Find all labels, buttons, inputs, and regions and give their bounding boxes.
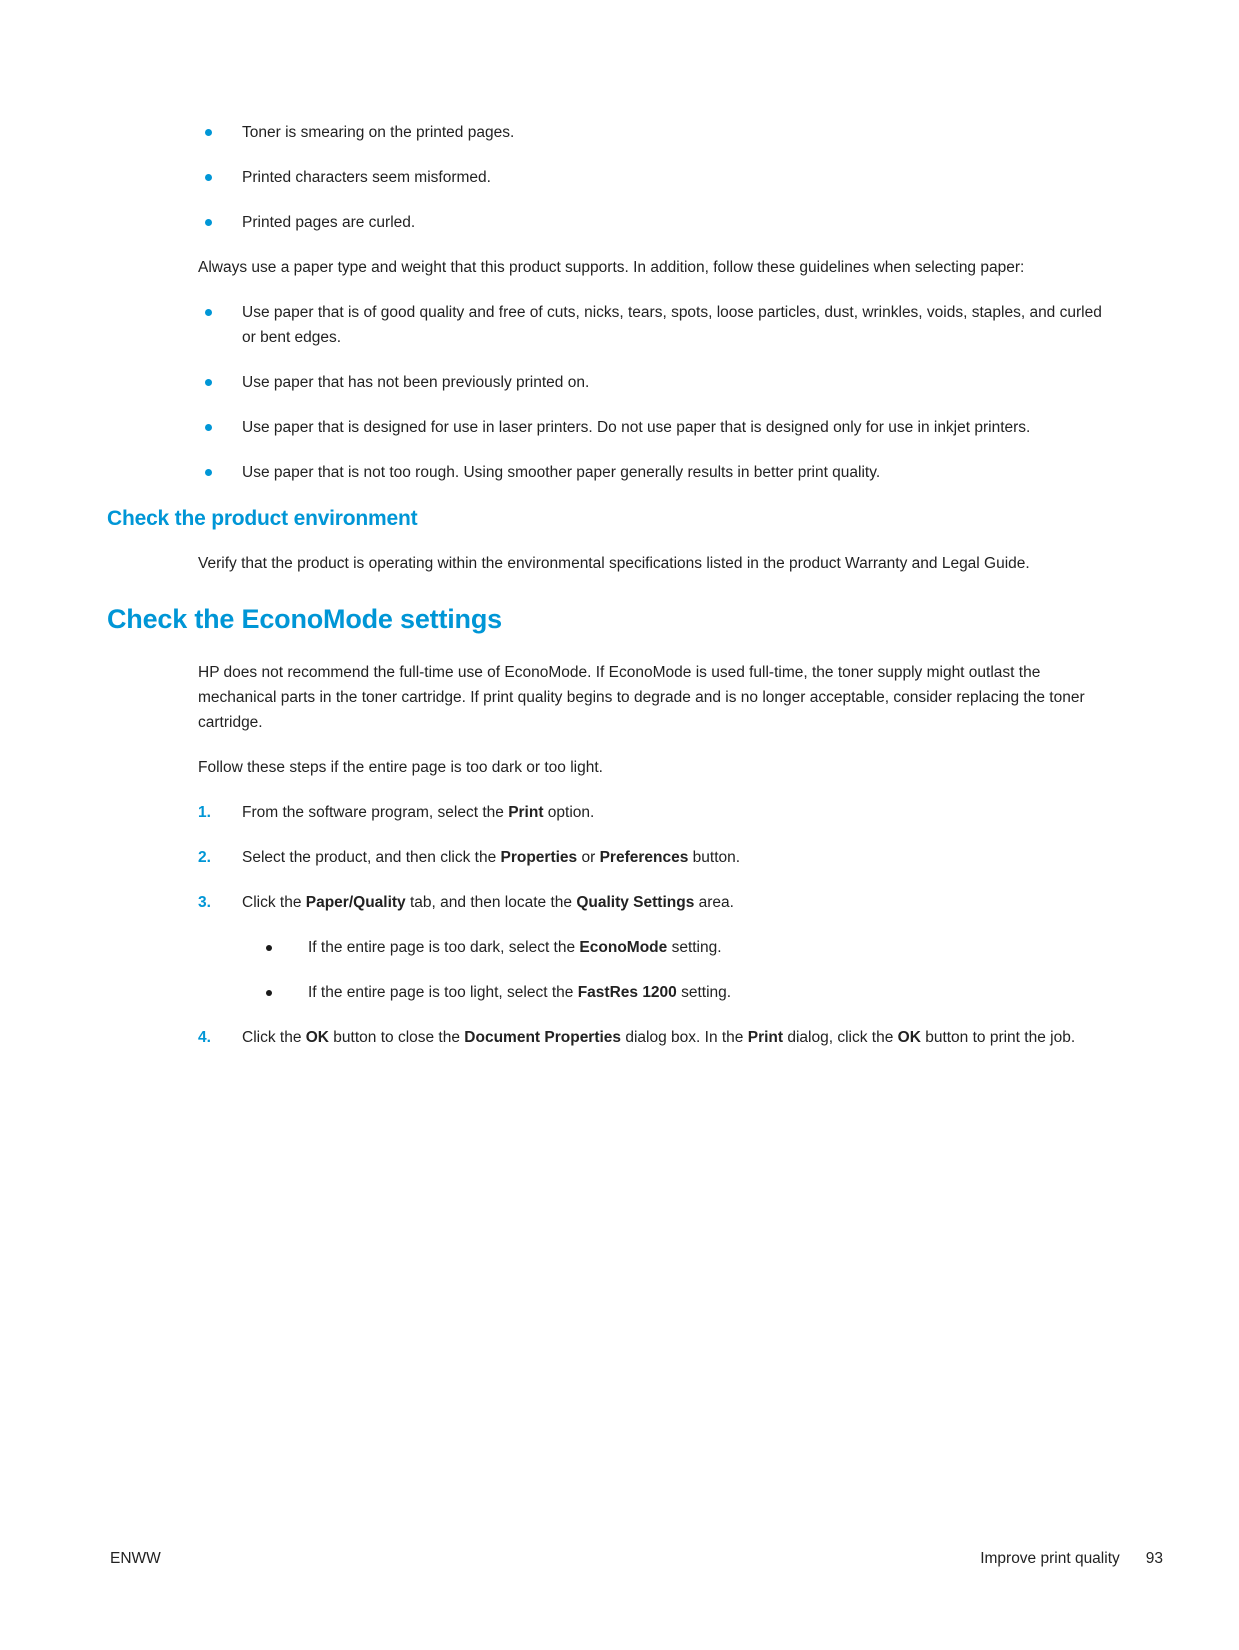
step-item bbox=[198, 1025, 1104, 1050]
section-heading-economode-settings: Check the EconoMode settings bbox=[107, 604, 502, 634]
list-item bbox=[198, 370, 1104, 395]
bullet-icon bbox=[205, 174, 212, 181]
list-item bbox=[198, 300, 1104, 350]
steps-intro-paragraph: Follow these steps if the entire page is too dark or too light. bbox=[198, 759, 603, 776]
step-sub-list bbox=[242, 935, 1104, 1005]
environment-paragraph: Verify that the product is operating within the environmental specifications listed in the product Warranty and Legal Guide. bbox=[198, 555, 1030, 572]
step-text: Select the product, and then click the Properties or Preferences button. bbox=[242, 849, 741, 866]
list-item-text: Printed characters seem misformed. bbox=[242, 169, 491, 186]
list-item-text: Toner is smearing on the printed pages. bbox=[242, 124, 515, 141]
sub-list-item-text: If the entire page is too dark, select the EconoMode setting. bbox=[308, 939, 722, 956]
bullet-icon bbox=[205, 424, 212, 431]
sub-list-item bbox=[242, 935, 1104, 960]
bullet-icon bbox=[266, 990, 272, 996]
symptom-list bbox=[198, 120, 1104, 235]
bullet-icon bbox=[205, 379, 212, 386]
list-item-text: Use paper that has not been previously printed on. bbox=[242, 374, 590, 391]
bullet-icon bbox=[266, 945, 272, 951]
step-item bbox=[198, 800, 1104, 825]
step-text: Click the Paper/Quality tab, and then locate the Quality Settings area. bbox=[242, 894, 734, 911]
bullet-icon bbox=[205, 129, 212, 136]
footer-page-number: 93 bbox=[1145, 1550, 1163, 1567]
list-item-text: Printed pages are curled. bbox=[242, 214, 416, 231]
paper-guidelines-list bbox=[198, 300, 1104, 485]
list-item bbox=[198, 460, 1104, 485]
intro-paragraph: Always use a paper type and weight that this product supports. In addition, follow these guidelines when selecting paper: bbox=[198, 259, 1025, 276]
economode-steps-list bbox=[198, 800, 1104, 1050]
sub-list-item bbox=[242, 980, 1104, 1005]
list-item bbox=[198, 120, 1104, 145]
page-footer bbox=[110, 1548, 1163, 1570]
bullet-icon bbox=[205, 219, 212, 226]
sub-list-item-text: If the entire page is too light, select the FastRes 1200 setting. bbox=[308, 984, 732, 1001]
bullet-icon bbox=[205, 309, 212, 316]
step-text: From the software program, select the Print option. bbox=[242, 804, 595, 821]
section-heading-product-environment: Check the product environment bbox=[107, 507, 418, 530]
step-number: 4. bbox=[198, 1029, 211, 1046]
document-content bbox=[107, 120, 1104, 1070]
footer-section-title: Improve print quality bbox=[980, 1550, 1120, 1567]
list-item-text: Use paper that is designed for use in laser printers. Do not use paper that is designed only for use in inkjet printers. bbox=[242, 419, 1031, 436]
step-item bbox=[198, 890, 1104, 1005]
economode-paragraph: HP does not recommend the full-time use of EconoMode. If EconoMode is used full-time, the toner supply might outlast the mechanical parts in the toner cartridge. If print quality begins to degrade and is no longer acceptable, consider replacing the toner cartridge. bbox=[198, 664, 1085, 731]
footer-doc-code: ENWW bbox=[110, 1550, 161, 1567]
bullet-icon bbox=[205, 469, 212, 476]
list-item bbox=[198, 415, 1104, 440]
list-item-text: Use paper that is not too rough. Using smoother paper generally results in better print quality. bbox=[242, 464, 881, 481]
list-item bbox=[198, 165, 1104, 190]
list-item-text: Use paper that is of good quality and free of cuts, nicks, tears, spots, loose particles, dust, wrinkles, voids, staples, and curled or bent edges. bbox=[242, 304, 1102, 346]
footer-right-group bbox=[980, 1548, 1163, 1570]
step-text: Click the OK button to close the Document Properties dialog box. In the Print dialog, click the OK button to print the job. bbox=[242, 1029, 1076, 1046]
step-number: 1. bbox=[198, 804, 211, 821]
list-item bbox=[198, 210, 1104, 235]
step-number: 2. bbox=[198, 849, 211, 866]
step-number: 3. bbox=[198, 894, 211, 911]
step-item bbox=[198, 845, 1104, 870]
